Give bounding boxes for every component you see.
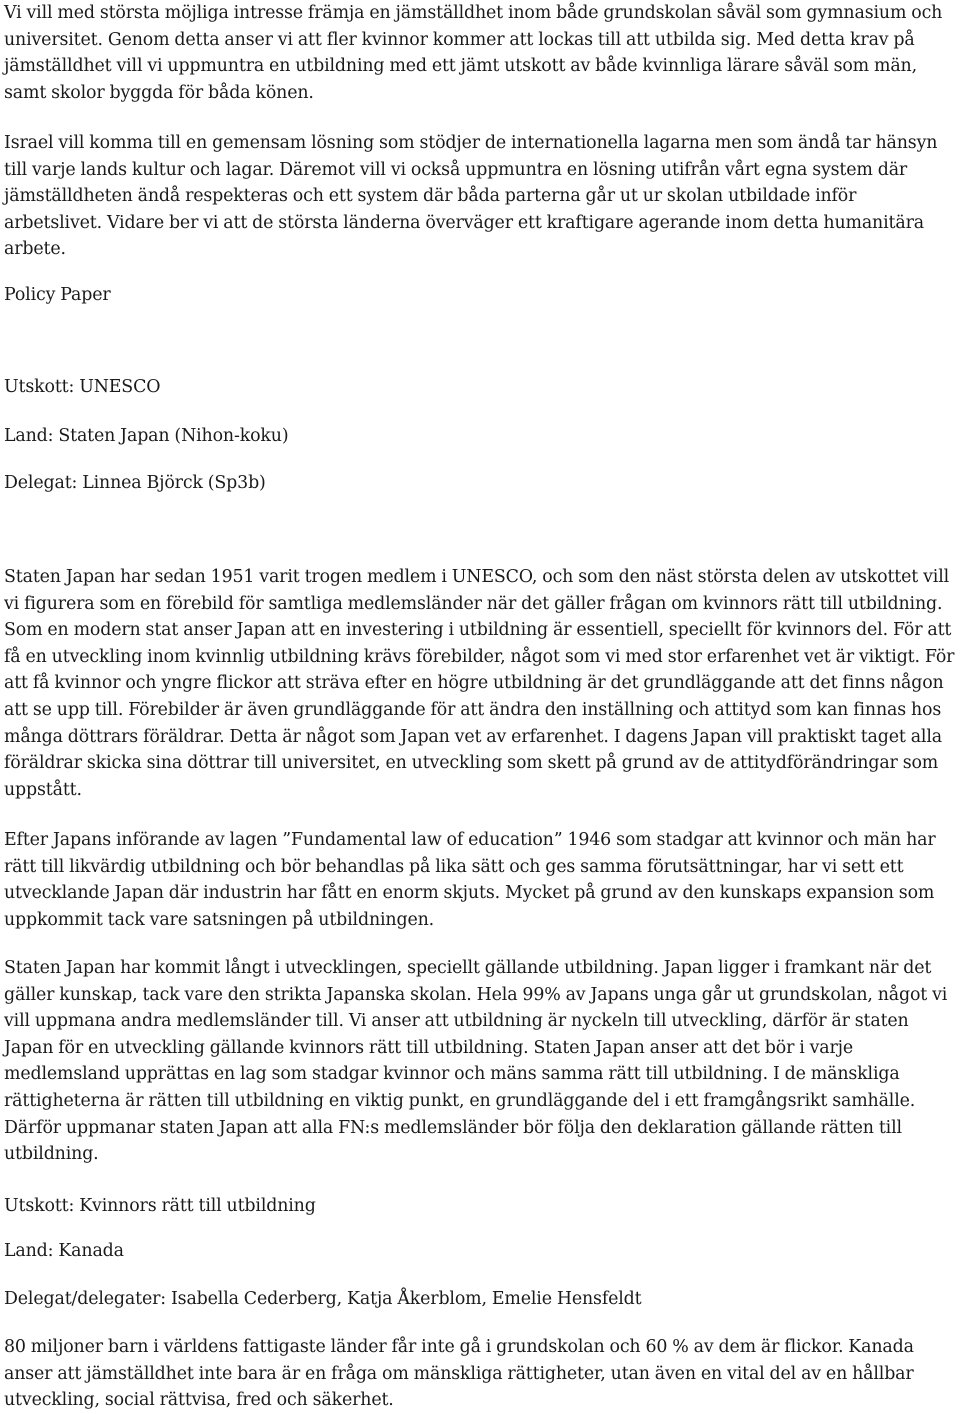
paragraph-israel-position: Israel vill komma till en gemensam lösning som stödjer de internationella lagarna men som ändå tar hänsyn till varje lands kultur och lagar. Däremot vill vi också uppmuntra en lösning utifrån vårt egna system där jämställdheten ändå respekteras och ett system där båda parterna går ut ur skolan utbildade inför arbetslivet. Vidare ber vi att de största länderna överväger ett kraftigare agerande inom detta humanitära arbete. xyxy=(4,133,938,260)
committee-label-womens-education: Utskott: Kvinnors rätt till utbildning xyxy=(4,1196,316,1216)
paragraph-japan-development: Staten Japan har kommit långt i utvecklingen, speciellt gällande utbildning. Japan ligger i framkant när det gäller kunskap, tack vare den strikta Japanska skolan. Hela 99% av Japans unga går ut grundskolan, något vi vill uppmana andra medlemsländer till. Vi anser att utbildning är nyckeln till utveckling, därför är staten Japan för en utveckling gällande kvinnors rätt till utbildning. Staten Japan anser att det bör i varje medlemsland upprättas en lag som stadgar kvinnor och mäns samma rätt till utbildning. I de mänskliga rättigheterna är rätten till utbildning en viktig punkt, en grundläggande del i ett framgångsrikt samhälle. Därför uppmanar staten Japan att alla FN:s medlemsländer bör följa den deklaration gällande rätten till utbildning. xyxy=(4,958,948,1165)
delegates-label-canada: Delegat/delegater: Isabella Cederberg, Katja Åkerblom, Emelie Hensfeldt xyxy=(4,1289,642,1309)
paragraph-canada-position: 80 miljoner barn i världens fattigaste länder får inte gå i grundskolan och 60 % av dem är flickor. Kanada anser att jämställdhet inte bara är en fråga om mänskliga rättigheter, utan även en vital del av en hållbar utveckling, social rättvisa, fred och säkerhet. xyxy=(4,1337,914,1411)
paragraph-equality-schools: Vi vill med största möjliga intresse främja en jämställdhet inom både grundskolan såväl som gymnasium och universitet. Genom detta anser vi att fler kvinnor kommer att lockas till att utbilda sig. Med detta krav på jämställdhet vill vi uppmuntra en utbildning med ett jämt utskott av både kvinnliga lärare såväl som män, samt skolor byggda för båda könen. xyxy=(4,3,943,103)
paragraph-japan-unesco: Staten Japan har sedan 1951 varit trogen medlem i UNESCO, och som den näst största delen av utskottet vill vi figurera som en förebild för samtliga medlemsländer när det gäller frågan om kvinnors rätt till utbildning. Som en modern stat anser Japan att en investering i utbildning är essentiell, speciellt för kvinnors del. För att få en utveckling inom kvinnlig utbildning krävs förebilder, något som vi med stor erfarenhet vet är viktigt. För att få kvinnor och yngre flickor att sträva efter en högre utbildning är det grundläggande att det finns någon att se upp till. Förebilder är även grundläggande för att ändra den inställning och attityd som kan finnas hos många döttrars föräldrar. Detta är något som Japan vet av erfarenhet. I dagens Japan vill praktiskt taget alla föräldrar skicka sina döttrar till universitet, en utveckling som skett på grund av de attitydförändringar som uppstått. xyxy=(4,567,955,800)
paragraph-japan-education-law: Efter Japans införande av lagen ”Fundamental law of education” 1946 som stadgar att kvinnor och män har rätt till likvärdig utbildning och bör behandlas på lika sätt och ges samma förutsättningar, har vi sett ett utvecklande Japan där industrin har fått en enorm skjuts. Mycket på grund av den kunskaps expansion som uppkommit tack vare satsningen på utbildningen. xyxy=(4,830,936,930)
delegate-label-japan: Delegat: Linnea Björck (Sp3b) xyxy=(4,473,266,493)
committee-label-unesco: Utskott: UNESCO xyxy=(4,377,161,397)
country-label-japan: Land: Staten Japan (Nihon-koku) xyxy=(4,426,289,446)
country-label-canada: Land: Kanada xyxy=(4,1241,124,1261)
policy-paper-heading: Policy Paper xyxy=(4,285,111,305)
